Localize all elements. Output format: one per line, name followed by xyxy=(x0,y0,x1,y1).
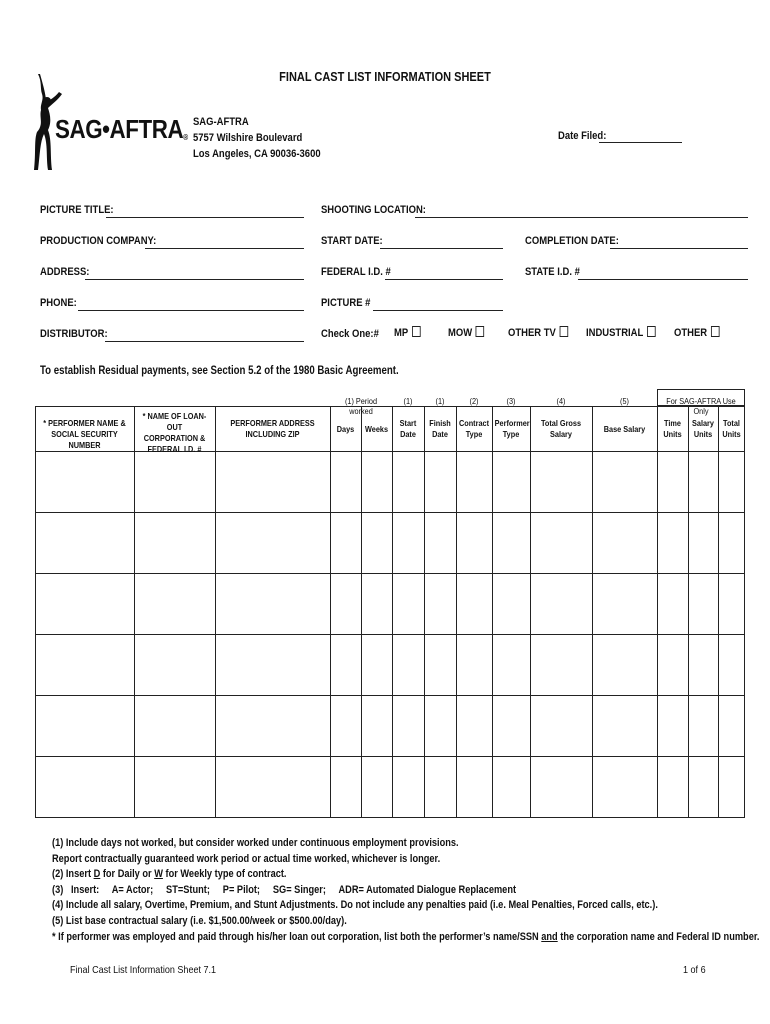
col-finish-date: Finish Date xyxy=(429,418,451,439)
org-street: 5757 Wilshire Boulevard xyxy=(193,132,303,144)
state-id-label: STATE I.D. # xyxy=(525,266,580,278)
col-total-gross: Total Gross Salary xyxy=(540,418,582,439)
footnote-star xyxy=(52,930,759,946)
check-option-label: MOW xyxy=(448,327,473,339)
org-city: Los Angeles, CA 90036-3600 xyxy=(193,148,321,160)
logo-text: SAG•AFTRA xyxy=(55,114,184,144)
footnote-star-a: * If performer was employed and paid through his/her loan out corporation, list both the performer’s name/SSN xyxy=(52,930,542,943)
footnote-1: (1) Include days not worked, but consider worked under continuous employment provisions. xyxy=(52,837,459,849)
footnote-2a: (2) Insert xyxy=(52,868,94,881)
footnote-star-and: and xyxy=(541,930,558,943)
page-title: FINAL CAST LIST INFORMATION SHEET xyxy=(279,70,491,84)
col-start-date: Start Date xyxy=(399,418,417,439)
check-option-label: OTHER xyxy=(674,327,708,339)
footnote-3: (3) Insert: A= Actor; ST=Stunt; P= Pilot; SG= Singer; ADR= Automated Dialogue Replacement xyxy=(52,883,517,896)
footnote-star-b: the corporation name and Federal ID number. xyxy=(557,930,760,943)
footnote-5: (5) List base contractual salary (i.e. $1,500.00/week or $500.00/day). xyxy=(52,914,347,927)
phone-label: PHONE: xyxy=(40,297,77,309)
col-base-salary: Base Salary xyxy=(603,424,646,434)
col-loanout: * NAME OF LOAN-OUT CORPORATION & FEDERAL I.D. # xyxy=(142,411,207,454)
footnote-2b: for Daily or xyxy=(100,868,155,881)
check-option-label: INDUSTRIAL xyxy=(586,327,644,339)
address-label: ADDRESS: xyxy=(40,266,90,278)
footnote-1b: Report contractually guaranteed work period or actual time worked, whichever is longer. xyxy=(52,852,441,865)
distributor-label: DISTRIBUTOR: xyxy=(40,328,108,340)
footnote-2 xyxy=(52,867,759,883)
check-option-label: OTHER TV xyxy=(508,327,556,339)
start-num: (1) xyxy=(403,396,413,406)
footnote-2-w: W xyxy=(154,868,163,881)
col-performer-type: Performer Type xyxy=(494,418,530,439)
date-filed-label: Date Filed: xyxy=(558,130,607,142)
col-contract-type: Contract Type xyxy=(458,418,490,439)
footnote-2c: for Weekly type of contract. xyxy=(162,868,287,881)
col-weeks: Weeks xyxy=(364,424,389,434)
footnotes xyxy=(52,836,759,945)
footer-left: Final Cast List Information Sheet 7.1 xyxy=(70,964,217,976)
col-salary-units: Salary Units xyxy=(692,418,714,439)
col-performer-address: PERFORMER ADDRESS INCLUDING ZIP xyxy=(230,418,315,439)
gross-num: (4) xyxy=(556,396,566,406)
start-date-label: START DATE: xyxy=(321,235,383,247)
footnote-4: (4) Include all salary, Overtime, Premium, and Stunt Adjustments. Do not include any penalties paid (i.e. Meal Penalties, Forced calls, etc.). xyxy=(52,899,658,912)
production-company-label: PRODUCTION COMPANY: xyxy=(40,235,157,247)
federal-id-label: FEDERAL I.D. # xyxy=(321,266,391,278)
shooting-location-label: SHOOTING LOCATION: xyxy=(321,204,426,216)
col-days: Days xyxy=(336,424,355,434)
completion-date-label: COMPLETION DATE: xyxy=(525,235,619,247)
check-one-label: Check One:# xyxy=(321,328,379,340)
registered-mark: ® xyxy=(183,133,188,142)
col-performer-name: * PERFORMER NAME & SOCIAL SECURITY NUMBER xyxy=(43,418,126,450)
check-option-label: MP xyxy=(394,327,409,339)
col-total-units: Total Units xyxy=(722,418,741,439)
org-name: SAG-AFTRA xyxy=(193,116,249,128)
picture-number-label: PICTURE # xyxy=(321,297,371,309)
picture-title-label: PICTURE TITLE: xyxy=(40,204,114,216)
period-worked-label: (1) Period worked xyxy=(344,396,378,416)
page-number: 1 of 6 xyxy=(683,964,706,976)
contract-num: (2) xyxy=(469,396,479,406)
use-only-label: For SAG-AFTRA Use Only xyxy=(666,396,736,416)
col-time-units: Time Units xyxy=(663,418,682,439)
base-num: (5) xyxy=(620,396,629,406)
residual-note: To establish Residual payments, see Section 5.2 of the 1980 Basic Agreement. xyxy=(40,365,399,377)
performer-num: (3) xyxy=(506,396,516,406)
finish-num: (1) xyxy=(435,396,445,406)
footnote-2-d: D xyxy=(93,868,101,881)
